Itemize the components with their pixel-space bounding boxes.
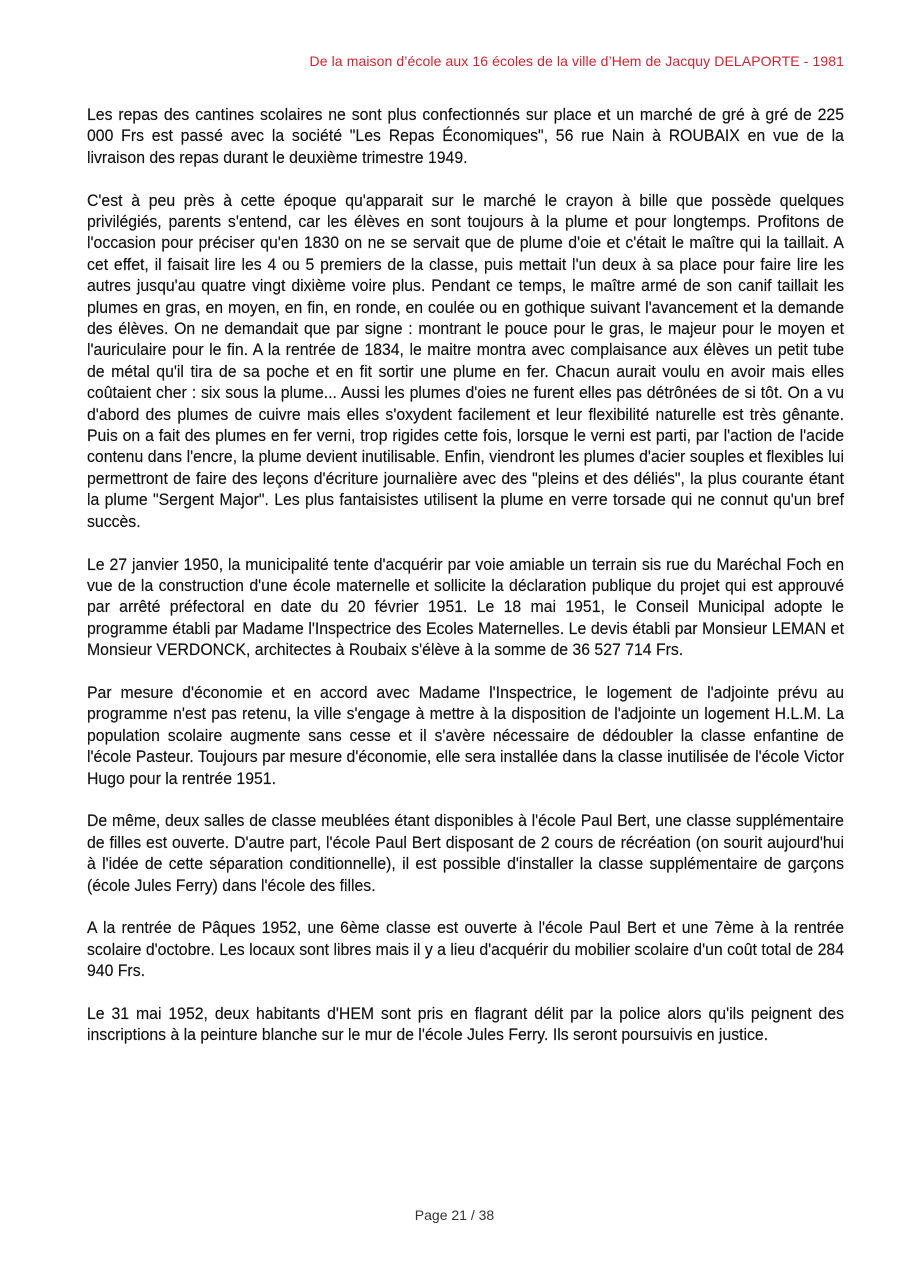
paragraph-text: Par mesure d'économie et en accord avec Madame l'Inspectrice, le logement de l'adjointe prévu au programme n'est pas retenu, la ville s'engage à mettre à la disposition de l'adjointe un logement H.L.M. La population scolaire augmente sans cesse et il s'avère nécessaire de dédoubler la classe enfantine de l'école Pasteur. Toujours par mesure d'économie, elle sera installée dans la classe inutilisée de l'école Victor Hugo pour la rentrée 1951.: [87, 682, 844, 788]
paragraph-pens-history: [87, 190, 844, 533]
paragraph-text: A la rentrée de Pâques 1952, une 6ème classe est ouverte à l'école Paul Bert et une 7ème à la rentrée scolaire d'octobre. Les locaux sont libres mais il y a lieu d'acquérir du mobilier scolaire d'un coût total de 284 940 Frs.: [87, 918, 844, 981]
paragraph-text: Le 31 mai 1952, deux habitants d'HEM sont pris en flagrant délit par la police alors qu'ils peignent des inscriptions à la peinture blanche sur le mur de l'école Jules Ferry. Ils seront poursuivis en justice.: [87, 1003, 844, 1045]
paragraph-paul-bert-classes: [87, 810, 844, 896]
paragraph-text: C'est à peu près à cette époque qu'apparait sur le marché le crayon à bille que possède quelques privilégiés, parents s'entend, car les élèves en sont toujours à la plume et pour longtemps. Profitons de l'occasion pour préciser qu'en 1830 on ne se servait que de plume d'oie et c'était le maître qui la taillait. A cet effet, il faisait lire les 4 ou 5 premiers de la classe, puis mettait l'un deux à sa place pour faire lire les autres jusqu'au quatre vingt dixième voire plus. Pendant ce temps, le maître armé de son canif taillait les plumes en gras, en moyen, en fin, en ronde, en coulée ou en gothique suivant l'avancement et la demande des élèves. On ne demandait que par signe : montrant le pouce pour le gras, le majeur pour le moyen et l'auriculaire pour le fin. A la rentrée de 1834, le maitre montra avec complaisance aux élèves un petit tube de métal qu'il tira de sa poche et en fit sortir une plume en fer. Chacun aurait voulu en avoir mais elles coûtaient cher : six sous la plume... Aussi les plumes d'oies ne furent elles pas détrônées de si tôt. On a vu d'abord des plumes de cuivre mais elles s'oxydent facilement et leur flexibilité naturelle est très gênante. Puis on a fait des plumes en fer verni, trop rigides cette fois, lorsque le verni est parti, par l'action de l'acide contenu dans l'encre, la plume devient inutilisable. Enfin, viendront les plumes d'acier souples et flexibles lui permettront de faire des leçons d'écriture journalière avec des "pleins et des déliés", la plus courante étant la plume "Sergent Major". Les plus fantaisistes utilisent la plume en verre torsade qui ne connut qu'un bref succès.: [87, 190, 844, 531]
document-body: [87, 104, 844, 1067]
page-number: Page 21 / 38: [414, 1207, 495, 1223]
paragraph-economy-measures: [87, 682, 844, 789]
paragraph-text: Les repas des cantines scolaires ne sont plus confectionnés sur place et un marché de gré à gré de 225 000 Frs est passé avec la société "Les Repas Économiques", 56 rue Nain à ROUBAIX en vue de la livraison des repas durant le deuxième trimestre 1949.: [87, 105, 844, 167]
running-header: De la maison d’école aux 16 écoles de la ville d’Hem de Jacquy DELAPORTE - 1981: [309, 53, 844, 69]
paragraph-text: De même, deux salles de classe meublées étant disponibles à l'école Paul Bert, une classe supplémentaire de filles est ouverte. D'autre part, l'école Paul Bert disposant de 2 cours de récréation (on sourit aujourd'hui à l'idée de cette séparation conditionnelle), il est possible d'installer la classe supplémentaire de garçons (école Jules Ferry) dans l'école des filles.: [87, 811, 844, 895]
paragraph-canteen-meals: [87, 104, 844, 168]
paragraph-easter-1952: [87, 917, 844, 981]
paragraph-text: Le 27 janvier 1950, la municipalité tente d'acquérir par voie amiable un terrain sis rue du Maréchal Foch en vue de la construction d'une école maternelle et sollicite la déclaration publique du projet qui est approuvé par arrêté préfectoral en date du 20 février 1951. Le 18 mai 1951, le Conseil Municipal adopte le programme établi par Madame l'Inspectrice des Ecoles Maternelles. Le devis établi par Monsieur LEMAN et Monsieur VERDONCK, architectes à Roubaix s'élève à la somme de 36 527 714 Frs.: [87, 554, 844, 660]
paragraph-vandalism-1952: [87, 1003, 844, 1046]
paragraph-nursery-school-land: [87, 554, 844, 661]
